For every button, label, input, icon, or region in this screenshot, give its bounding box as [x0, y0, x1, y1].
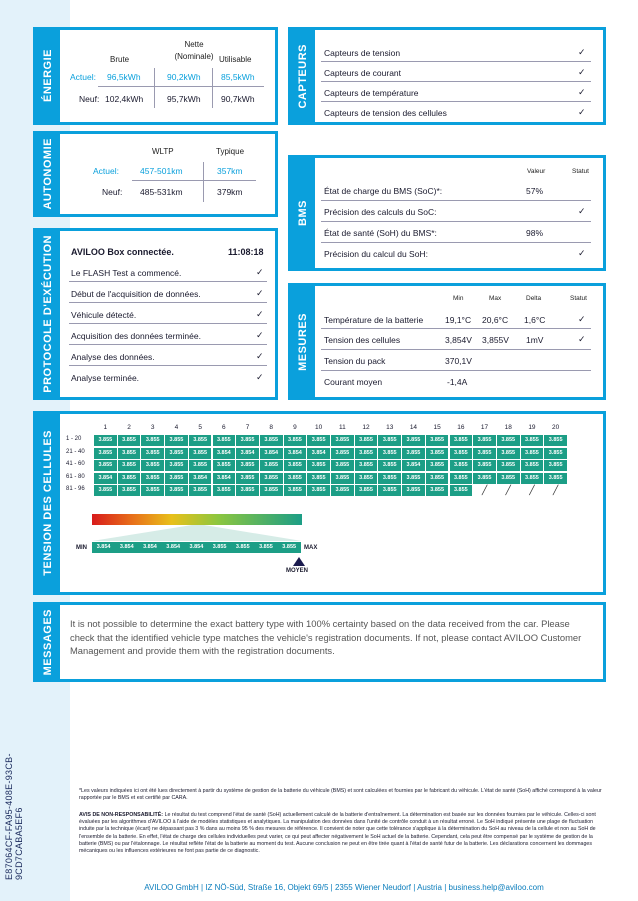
measure-temp-min: 19,1°C	[445, 315, 472, 325]
cell-voltage: 3.855	[426, 435, 449, 446]
cell-voltage: 3.855	[521, 435, 544, 446]
protocol-title: PROTOCOLE D'EXÉCUTION	[42, 235, 54, 393]
measure-temp-check-icon: ✓	[578, 314, 586, 324]
bms-soh-precision-check-icon: ✓	[578, 248, 586, 258]
cell-voltage: 3.855	[141, 448, 164, 459]
cell-voltage: 3.855	[236, 460, 259, 471]
cell-voltage: 3.855	[284, 435, 307, 446]
col-wltp: WLTP	[152, 147, 174, 156]
cell-column-header: 5	[198, 424, 202, 431]
bms-soh-precision-label: Précision du calcul du SoH:	[324, 249, 428, 259]
energy-card	[33, 27, 278, 125]
cell-voltage: 3.855	[426, 448, 449, 459]
cell-voltage: 3.855	[355, 435, 378, 446]
document-id: E87064CF-FA95-408E-93CB-9CD7CABA5EF6	[4, 753, 24, 880]
cell-column-header: 18	[504, 424, 512, 431]
cell-voltage: 3.855	[189, 448, 212, 459]
cell-column-header: 20	[552, 424, 560, 431]
scale-mean-label: MOYEN	[286, 568, 309, 574]
cell-voltage: 3.855	[260, 485, 283, 496]
disclaimer	[79, 812, 609, 855]
cell-voltage: 3.855	[378, 435, 401, 446]
cell-voltage: 3.855	[450, 473, 473, 484]
cell-voltage: 3.855	[141, 485, 164, 496]
cell-voltage: 3.855	[284, 485, 307, 496]
cell-voltage: 3.855	[94, 485, 117, 496]
cells-card	[33, 411, 606, 595]
cell-row-label: 61 - 80	[66, 473, 85, 480]
cell-voltage: 3.855	[402, 473, 425, 484]
cell-voltage: 3.855	[94, 448, 117, 459]
range-title-bar	[36, 134, 60, 214]
cell-row-label: 21 - 40	[66, 448, 85, 455]
range-row-actuel-label: Actuel:	[93, 166, 119, 176]
cell-voltage: 3.855	[189, 435, 212, 446]
cell-voltage: 3.855	[94, 460, 117, 471]
protocol-step-1: Le FLASH Test a commencé.	[71, 268, 182, 278]
cell-column-header: 16	[457, 424, 465, 431]
bms-title-bar	[291, 158, 315, 268]
sensor-cell-voltage: Capteurs de tension des cellules	[324, 108, 447, 118]
protocol-step-2: Début de l'acquisition de données.	[71, 289, 201, 299]
scale-funnel	[92, 525, 304, 541]
bms-col-valeur: Valeur	[527, 168, 546, 175]
cell-column-header: 12	[362, 424, 370, 431]
cell-voltage: 3.854	[284, 448, 307, 459]
protocol-title-bar	[36, 231, 60, 397]
cell-voltage: 3.855	[141, 435, 164, 446]
sensor-voltage-check-icon: ✓	[578, 47, 586, 57]
measures-col-delta: Delta	[526, 295, 542, 302]
cell-voltage: 3.855	[189, 485, 212, 496]
cell-voltage: 3.854	[236, 448, 259, 459]
protocol-step-4-check-icon: ✓	[256, 330, 264, 340]
cell-voltage: 3.855	[284, 460, 307, 471]
cell-voltage: 3.855	[165, 460, 188, 471]
cell-voltage: 3.855	[402, 448, 425, 459]
cell-voltage: 3.855	[165, 435, 188, 446]
cell-voltage: 3.855	[355, 448, 378, 459]
sensors-title: CAPTEURS	[297, 43, 309, 109]
cell-voltage: 3.855	[94, 435, 117, 446]
messages-title: MESSAGES	[42, 608, 54, 676]
scale-value: 3.855	[278, 542, 301, 553]
cell-voltage: 3.855	[331, 435, 354, 446]
mean-marker-icon	[293, 557, 305, 566]
energy-brute-neuf: 102,4kWh	[105, 94, 144, 104]
cell-voltage: 3.855	[331, 460, 354, 471]
cell-voltage: 3.855	[521, 473, 544, 484]
bms-soc-precision-label: Précision des calculs du SoC:	[324, 207, 437, 217]
cell-voltage: 3.855	[426, 485, 449, 496]
measure-cellv-delta: 1mV	[526, 335, 544, 345]
bms-soc-value: 57%	[526, 186, 544, 196]
measure-packv-label: Tension du pack	[324, 356, 386, 366]
protocol-time: 11:08:18	[228, 247, 264, 257]
cell-voltage: 3.855	[118, 473, 141, 484]
cell-voltage: 3.855	[118, 460, 141, 471]
col-utilisable: Utilisable	[219, 55, 252, 64]
col-typique: Typique	[216, 147, 245, 156]
cell-voltage: 3.855	[284, 473, 307, 484]
measure-cellv-max: 3,855V	[482, 335, 509, 345]
cell-column-header: 6	[222, 424, 226, 431]
cells-title-bar	[36, 414, 60, 592]
cell-voltage: 3.855	[378, 448, 401, 459]
scale-value: 3.854	[162, 542, 185, 553]
messages-text: It is not possible to determine the exact battery type with 100% certainty based on the data received from the car. Please check that the identified vehicle type matches the vehicle's registration documents. If not, please contact AVILOO Customer Management and provide them with the registration documents.	[70, 618, 582, 656]
sensor-temperature: Capteurs de température	[324, 88, 419, 98]
cell-voltage: 3.855	[544, 435, 567, 446]
cell-column-header: 14	[409, 424, 418, 431]
cell-voltage: 3.855	[213, 435, 236, 446]
range-title: AUTONOMIE	[42, 138, 54, 210]
cell-column-header: 2	[127, 424, 131, 431]
disclaimer-text: Le résultat du test comprend l'état de santé (SoH) actuellement calculé de la batterie d'entraînement. La détermination est basée sur les données fournies par le véhicule. Celles-ci sont évaluées par les algorithmes d'AVILOO à l'aide de modèles statistiques et analytiques. La manipulation des données dans l'unité de contrôle conduit à un résultat erroné. Le SoH indiqué présente une plage de fluctuation induite par la technique (écart) ne dépassant pas 3 % dans au moins 95 % des mesures de référence. Il convient de noter que cette tolérance s'applique à la détermination du SoH au niveau de la cellule et non au SoH de l'ensemble de la batterie. En effet, l'état de charge des cellules individuelles peut varier, ce qui peut affecter négativement le SoH actuel de la batterie. Cependant, cela peut être compensé par le système de gestion de la batterie (BMS) ou par l'étalonnage. Le résultat reflète l'état de la batterie au moment du test. Aucune conclusion ne peut en être tirée quant à l'état de santé futur de la batterie. Les déclarations concernent les dommages mécaniques ou les influences extérieures ne font pas partie de ce diagnostic.	[79, 812, 596, 855]
scale-value: 3.854	[185, 542, 208, 553]
scale-min-label: MIN	[76, 545, 87, 551]
cell-voltage: 3.855	[473, 448, 496, 459]
cell-column-header: 8	[269, 424, 274, 431]
bms-soc-label: État de charge du BMS (SoC)*:	[324, 186, 443, 196]
sensors-title-bar	[291, 30, 315, 122]
measure-packv-value: 370,1V	[445, 356, 472, 366]
measures-col-min: Min	[453, 295, 464, 302]
cell-voltage: 3.855	[473, 435, 496, 446]
energy-title: ÉNERGIE	[42, 49, 54, 103]
cell-column-header: 13	[386, 424, 394, 431]
cell-voltage: 3.855	[165, 485, 188, 496]
cell-row-label: 81 - 96	[66, 486, 85, 492]
cell-voltage: 3.855	[450, 435, 473, 446]
cell-voltage: 3.855	[165, 448, 188, 459]
cell-voltage: 3.855	[213, 460, 236, 471]
bms-soh-value: 98%	[526, 228, 544, 238]
protocol-step-5-check-icon: ✓	[256, 351, 264, 361]
energy-nette-actuel: 90,2kWh	[167, 72, 201, 82]
footnote-values: *Les valeurs indiquées ici ont été lues directement à partir du système de gestion de la batterie du véhicule (BMS) et sont calculées et fournies par le fabricant du véhicule. L'état de santé (SoH) affiché correspond à la valeur rapportée par le BMS et est certifié par CARA.	[79, 788, 602, 802]
bms-title: BMS	[297, 200, 309, 226]
range-row-neuf-label: Neuf:	[102, 187, 123, 197]
energy-title-bar	[36, 30, 60, 122]
cell-voltage: 3.855	[378, 473, 401, 484]
cell-voltage: 3.855	[307, 485, 330, 496]
cell-voltage: 3.855	[331, 473, 354, 484]
cell-voltage: 3.855	[497, 448, 520, 459]
cell-voltage: 3.855	[426, 473, 449, 484]
cell-column-header: 10	[315, 424, 323, 431]
cell-voltage: 3.855	[213, 485, 236, 496]
empty-cell-slash: ╱	[481, 485, 488, 495]
sensor-voltage: Capteurs de tension	[324, 48, 401, 58]
energy-util-actuel: 85,5kWh	[221, 72, 255, 82]
cell-column-header: 19	[528, 424, 536, 431]
cell-voltage: 3.855	[450, 448, 473, 459]
cell-voltage: 3.855	[473, 460, 496, 471]
sensor-cell-voltage-check-icon: ✓	[578, 107, 586, 117]
protocol-step-3: Véhicule détecté.	[71, 310, 137, 320]
cell-voltage: 3.855	[236, 485, 259, 496]
cell-voltage: 3.854	[189, 473, 212, 484]
cell-voltage: 3.855	[236, 473, 259, 484]
cell-voltage: 3.855	[189, 460, 212, 471]
cell-voltage: 3.855	[307, 435, 330, 446]
cell-voltage: 3.855	[307, 473, 330, 484]
cell-voltage: 3.855	[165, 473, 188, 484]
cell-voltage: 3.855	[497, 435, 520, 446]
range-wltp-actuel: 457-501km	[140, 166, 183, 176]
cell-voltage: 3.855	[426, 460, 449, 471]
cell-voltage: 3.855	[118, 435, 141, 446]
cell-voltage: 3.855	[450, 485, 473, 496]
protocol-card	[33, 228, 278, 400]
range-wltp-neuf: 485-531km	[140, 187, 183, 197]
range-typ-actuel: 357km	[217, 166, 243, 176]
cell-column-header: 3	[150, 424, 155, 431]
sensor-current: Capteurs de courant	[324, 68, 402, 78]
voltage-gradient-bar	[92, 514, 302, 525]
col-nette: Nette	[184, 40, 204, 49]
cell-voltage: 3.855	[378, 485, 401, 496]
col-brute: Brute	[110, 55, 130, 64]
cell-voltage: 3.854	[213, 473, 236, 484]
cell-voltage: 3.854	[260, 448, 283, 459]
cell-voltage: 3.855	[331, 448, 354, 459]
empty-cell-slash: ╱	[505, 485, 511, 495]
cell-voltage: 3.855	[497, 460, 520, 471]
cell-voltage: 3.855	[497, 473, 520, 484]
cell-voltage: 3.855	[141, 460, 164, 471]
measures-card	[288, 283, 606, 400]
measure-cellv-label: Tension des cellules	[324, 335, 401, 345]
scale-value: 3.854	[138, 542, 161, 553]
cell-voltage: 3.855	[378, 460, 401, 471]
cell-voltage: 3.854	[213, 448, 236, 459]
measure-current-label: Courant moyen	[324, 377, 383, 387]
disclaimer-title: AVIS DE NON-RESPONSABILITÉ:	[79, 812, 164, 818]
footer-address: AVILOO GmbH | IZ NÖ-Süd, Straße 16, Objekt 69/5 | 2355 Wiener Neudorf | Austria | business.help@aviloo.com	[144, 883, 544, 892]
cell-row-label: 1 - 20	[66, 436, 82, 442]
scale-max-label: MAX	[304, 545, 318, 551]
scale-value: 3.855	[254, 542, 277, 553]
empty-cell-slash: ╱	[552, 485, 559, 495]
cell-voltage: 3.855	[118, 485, 141, 496]
measures-title-bar	[291, 286, 315, 397]
protocol-step-6-check-icon: ✓	[256, 372, 264, 382]
cell-voltage: 3.854	[94, 473, 117, 484]
energy-util-neuf: 90,7kWh	[221, 94, 255, 104]
cell-column-header: 4	[174, 424, 179, 431]
measure-current-value: -1,4A	[447, 377, 468, 387]
measure-temp-label: Température de la batterie	[324, 315, 424, 325]
scale-value: 3.855	[231, 542, 254, 553]
protocol-step-3-check-icon: ✓	[256, 309, 264, 319]
cell-row-label: 41 - 60	[66, 461, 85, 467]
cell-voltage: 3.855	[355, 473, 378, 484]
cell-voltage: 3.855	[307, 460, 330, 471]
sensors-card	[288, 27, 606, 125]
cell-voltage: 3.855	[450, 460, 473, 471]
scale-value: 3.854	[92, 542, 115, 553]
measures-col-statut: Statut	[570, 295, 587, 302]
energy-nette-neuf: 95,7kWh	[167, 94, 201, 104]
cell-voltage: 3.855	[544, 460, 567, 471]
scale-value: 3.855	[208, 542, 231, 553]
cell-column-header: 11	[338, 424, 346, 431]
cell-voltage: 3.855	[544, 448, 567, 459]
cell-column-header: 7	[245, 424, 250, 431]
measure-temp-max: 20,6°C	[482, 315, 509, 325]
cell-voltage: 3.855	[355, 460, 378, 471]
energy-brute-actuel: 96,5kWh	[107, 72, 141, 82]
cell-voltage: 3.855	[236, 435, 259, 446]
measures-col-max: Max	[489, 295, 502, 302]
cell-column-header: 9	[293, 424, 297, 431]
energy-row-neuf-label: Neuf:	[79, 94, 100, 104]
cell-voltage: 3.855	[521, 448, 544, 459]
cell-voltage: 3.855	[544, 473, 567, 484]
sensor-temperature-check-icon: ✓	[578, 87, 586, 97]
cell-voltage: 3.855	[118, 448, 141, 459]
protocol-step-4: Acquisition des données terminée.	[71, 331, 201, 341]
protocol-header: AVILOO Box connectée.	[71, 247, 174, 257]
cell-voltage: 3.855	[402, 485, 425, 496]
cell-column-header: 17	[480, 424, 489, 431]
measure-cellv-min: 3,854V	[445, 335, 472, 345]
empty-cell-slash: ╱	[529, 485, 535, 495]
cell-column-header: 1	[103, 424, 108, 431]
protocol-step-6: Analyse terminée.	[71, 373, 140, 383]
protocol-step-2-check-icon: ✓	[256, 288, 264, 298]
measure-cellv-check-icon: ✓	[578, 334, 586, 344]
bms-card	[288, 155, 606, 271]
range-typ-neuf: 379km	[217, 187, 243, 197]
bms-col-statut: Statut	[572, 168, 589, 175]
cell-voltage: 3.855	[260, 435, 283, 446]
measures-title: MESURES	[297, 312, 309, 371]
cell-voltage: 3.855	[331, 485, 354, 496]
bms-soc-precision-check-icon: ✓	[578, 206, 586, 216]
col-nette-sub: (Nominale)	[174, 52, 214, 61]
cell-voltage: 3.855	[521, 460, 544, 471]
cell-column-header: 15	[433, 424, 441, 431]
cell-voltage: 3.855	[355, 485, 378, 496]
cell-voltage: 3.855	[141, 473, 164, 484]
cell-voltage: 3.854	[402, 460, 425, 471]
cell-voltage: 3.855	[260, 460, 283, 471]
cell-voltage: 3.855	[260, 473, 283, 484]
messages-title-bar	[36, 605, 60, 679]
protocol-step-5: Analyse des données.	[71, 352, 155, 362]
sensor-current-check-icon: ✓	[578, 67, 586, 77]
measure-temp-delta: 1,6°C	[524, 315, 546, 325]
cell-voltage: 3.855	[473, 473, 496, 484]
cells-title: TENSION DES CELLULES	[42, 430, 54, 576]
cell-voltage: 3.854	[307, 448, 330, 459]
range-card	[33, 131, 278, 217]
energy-row-actuel-label: Actuel:	[70, 72, 96, 82]
cell-voltage: 3.855	[402, 435, 425, 446]
protocol-step-1-check-icon: ✓	[256, 267, 264, 277]
bms-soh-label: État de santé (SoH) du BMS*:	[324, 228, 437, 238]
messages-card	[33, 602, 606, 682]
scale-value: 3.854	[115, 542, 138, 553]
